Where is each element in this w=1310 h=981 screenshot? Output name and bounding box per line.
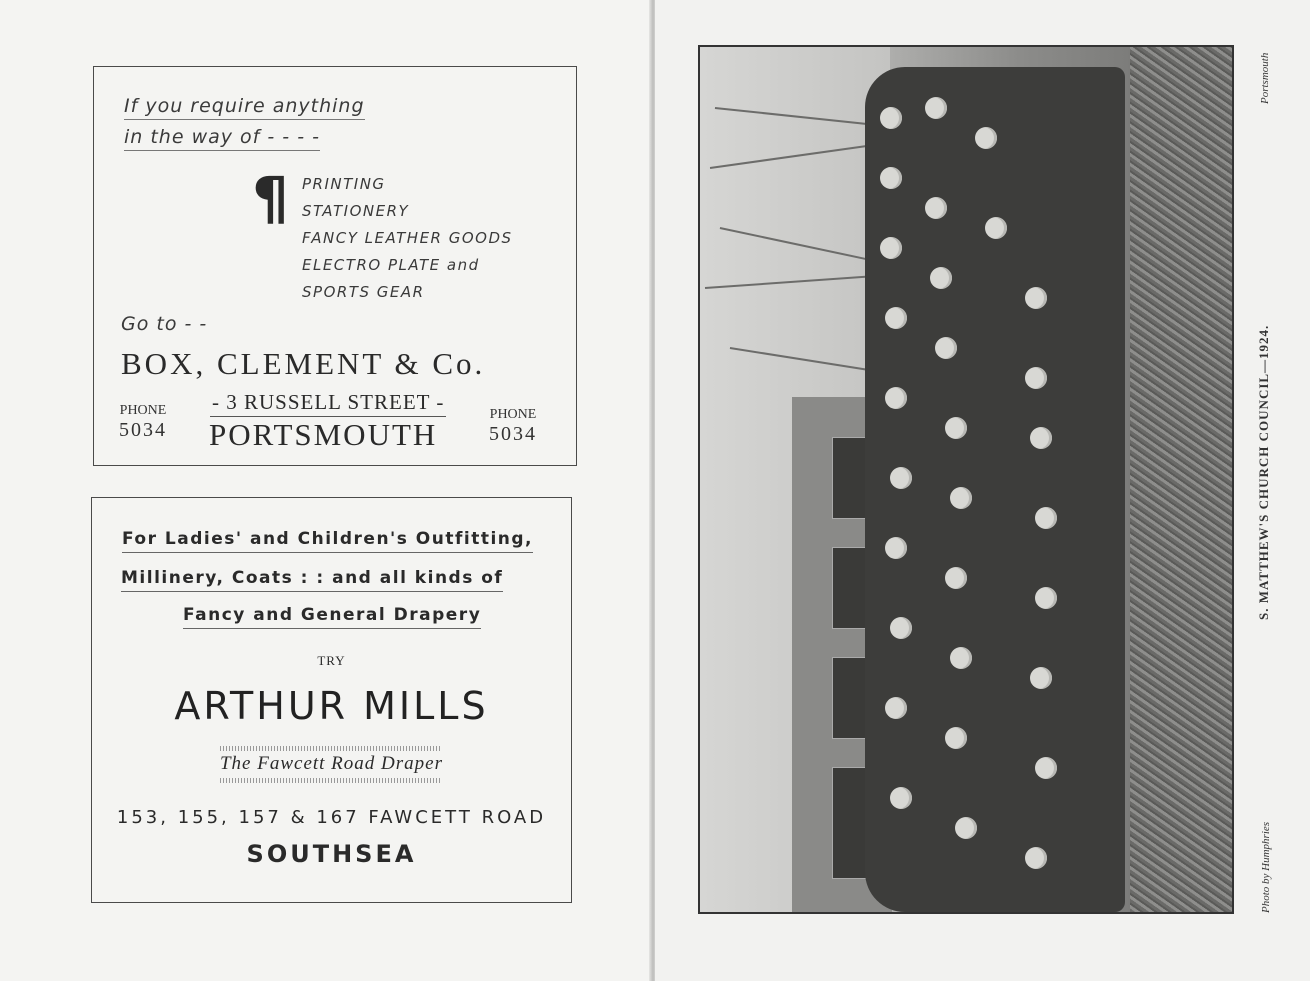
service-item: STATIONERY bbox=[302, 202, 410, 220]
hatched-rule bbox=[220, 778, 440, 783]
face bbox=[890, 467, 912, 489]
face bbox=[935, 337, 957, 359]
group-photograph bbox=[698, 45, 1234, 914]
pilcrow-ornament-icon: ¶ bbox=[252, 164, 289, 232]
street-address: - 3 RUSSELL STREET - bbox=[210, 390, 446, 417]
face bbox=[880, 107, 902, 129]
advert-line-outfitting: For Ladies' and Children's Outfitting, bbox=[122, 529, 533, 553]
service-item: ELECTRO PLATE and bbox=[302, 256, 480, 274]
phone-label: PHONE bbox=[119, 403, 167, 418]
advert-intro-line-2: in the way of - - - - bbox=[124, 126, 320, 151]
face bbox=[1035, 757, 1057, 779]
service-item: PRINTING bbox=[302, 175, 386, 193]
face bbox=[950, 647, 972, 669]
advert-line-drapery: Fancy and General Drapery bbox=[183, 605, 481, 629]
face bbox=[890, 617, 912, 639]
box-clement-advert bbox=[93, 66, 577, 466]
seated-group bbox=[865, 67, 1125, 912]
face bbox=[1025, 367, 1047, 389]
phone-number: 5034 bbox=[119, 419, 167, 441]
face bbox=[1025, 287, 1047, 309]
photo-place: Portsmouth bbox=[1259, 52, 1271, 104]
photo-caption: S. MATTHEW'S CHURCH COUNCIL—1924. bbox=[1256, 324, 1271, 620]
phone-number: 5034 bbox=[489, 423, 537, 445]
face bbox=[1030, 427, 1052, 449]
face bbox=[975, 127, 997, 149]
face bbox=[885, 537, 907, 559]
face bbox=[1025, 847, 1047, 869]
phone-label: PHONE bbox=[489, 407, 537, 422]
face bbox=[930, 267, 952, 289]
shop-address: 153, 155, 157 & 167 FAWCETT ROAD bbox=[116, 807, 547, 828]
arthur-mills-advert bbox=[91, 497, 572, 903]
face bbox=[925, 97, 947, 119]
draper-tagline: The Fawcett Road Draper bbox=[219, 753, 443, 774]
hatched-rule bbox=[220, 746, 440, 751]
face bbox=[880, 237, 902, 259]
phone-block-left bbox=[119, 403, 167, 441]
photo-credit: Photo by Humphries bbox=[1260, 821, 1272, 913]
face bbox=[885, 307, 907, 329]
face bbox=[945, 567, 967, 589]
phone-block-right bbox=[489, 407, 537, 445]
services-list bbox=[302, 171, 513, 306]
face bbox=[890, 787, 912, 809]
face bbox=[985, 217, 1007, 239]
city-name: PORTSMOUTH bbox=[209, 417, 438, 452]
face bbox=[955, 817, 977, 839]
face bbox=[945, 417, 967, 439]
left-page bbox=[0, 0, 651, 981]
face bbox=[880, 167, 902, 189]
face bbox=[1035, 587, 1057, 609]
face bbox=[950, 487, 972, 509]
advert-line-millinery: Millinery, Coats : : and all kinds of bbox=[121, 568, 503, 592]
advert-intro-line-1: If you require anything bbox=[124, 95, 365, 120]
face bbox=[885, 387, 907, 409]
service-item: SPORTS GEAR bbox=[302, 283, 425, 301]
arthur-mills-name: ARTHUR MILLS bbox=[174, 684, 489, 728]
go-to-label: Go to - - bbox=[121, 313, 208, 335]
face bbox=[945, 727, 967, 749]
leaf-covered-ground bbox=[1130, 47, 1234, 912]
shop-town: SOUTHSEA bbox=[246, 840, 417, 868]
face bbox=[885, 697, 907, 719]
firm-name: BOX, CLEMENT & Co. bbox=[121, 346, 486, 381]
service-item: FANCY LEATHER GOODS bbox=[302, 229, 513, 247]
try-label: TRY bbox=[317, 653, 346, 668]
face bbox=[925, 197, 947, 219]
face bbox=[1035, 507, 1057, 529]
face bbox=[1030, 667, 1052, 689]
